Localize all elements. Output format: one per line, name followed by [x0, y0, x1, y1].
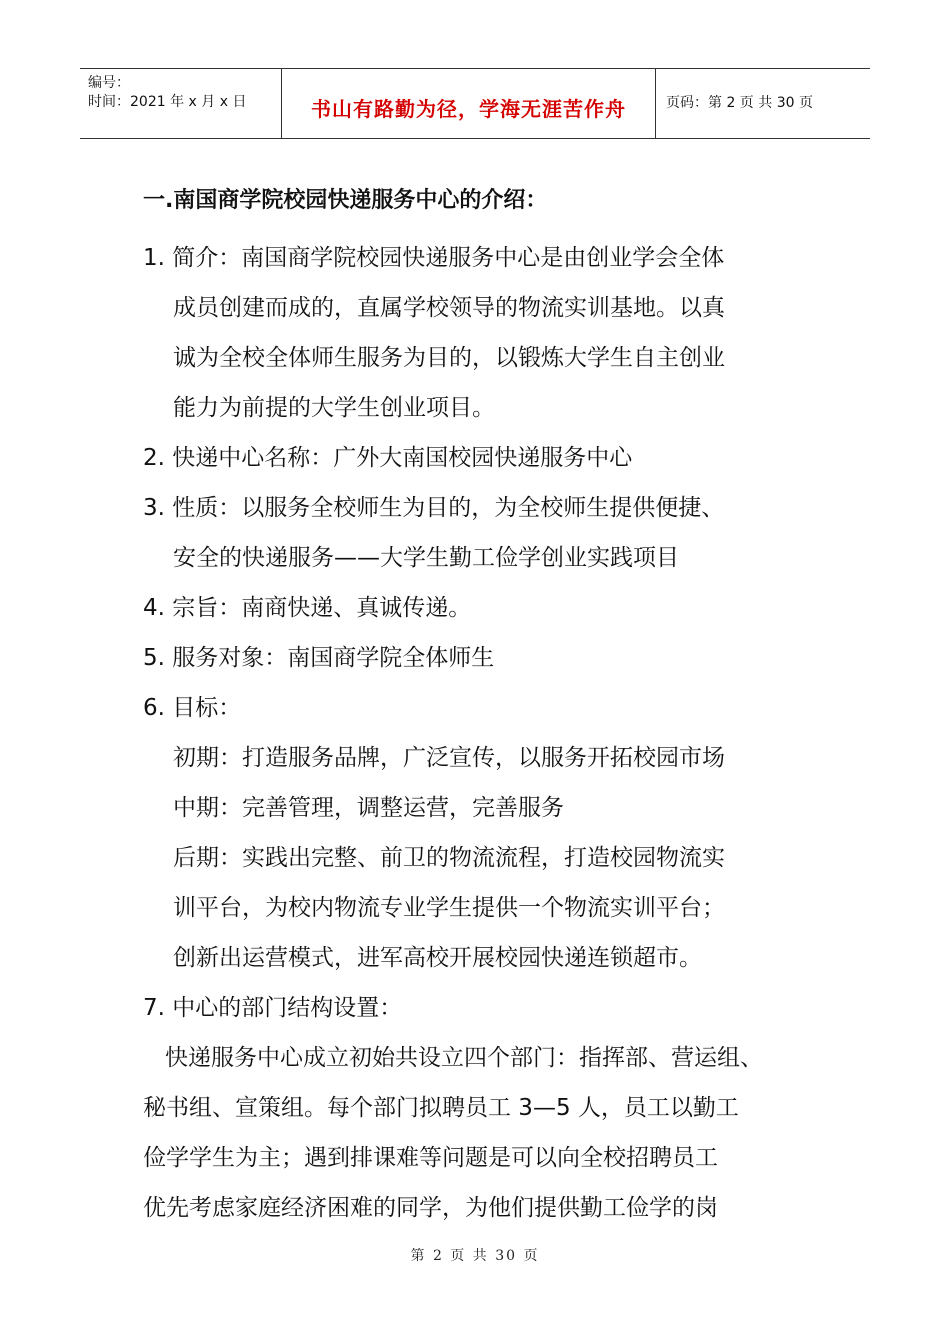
page-footer: 第 2 页 共 30 页 — [410, 1248, 540, 1264]
paragraph-line: 俭学学生为主；遇到排课难等问题是可以向全校招聘员工 — [143, 1145, 718, 1171]
paragraph-line: 中期：完善管理，调整运营，完善服务 — [173, 795, 564, 821]
paragraph-line: 7. 中心的部门结构设置： — [143, 995, 403, 1021]
header-right-cell — [656, 69, 870, 138]
paragraph-line: 4. 宗旨：南商快递、真诚传递。 — [143, 595, 472, 621]
section-title: 一.南国商学院校园快递服务中心的介绍： — [143, 188, 548, 213]
header-motto: 书山有路勤为径，学海无涯苦作舟 — [311, 97, 626, 121]
paragraph-line: 5. 服务对象：南国商学院全体师生 — [143, 645, 495, 671]
document-number: 编号： — [88, 75, 130, 91]
paragraph-line: 3. 性质：以服务全校师生为目的，为全校师生提供便捷、 — [143, 495, 725, 521]
paragraph-line: 后期：实践出完整、前卫的物流流程，打造校园物流实 — [173, 845, 725, 871]
paragraph-line: 秘书组、宣策组。每个部门拟聘员工 3—5 人，员工以勤工 — [143, 1095, 739, 1121]
paragraph-line: 成员创建而成的，直属学校领导的物流实训基地。以真 — [173, 295, 725, 321]
header-middle-cell — [281, 69, 656, 138]
paragraph-line: 训平台，为校内物流专业学生提供一个物流实训平台； — [173, 895, 725, 921]
header-left-cell — [80, 69, 281, 138]
paragraph-line: 能力为前提的大学生创业项目。 — [173, 395, 495, 421]
paragraph-line: 优先考虑家庭经济困难的同学，为他们提供勤工俭学的岗 — [143, 1195, 718, 1221]
paragraph-line: 6. 目标： — [143, 695, 242, 721]
header-page-number: 页码：第 2 页 共 30 页 — [666, 95, 813, 111]
paragraph-line: 创新出运营模式，进军高校开展校园快递连锁超市。 — [173, 945, 702, 971]
paragraph-line: 安全的快递服务——大学生勤工俭学创业实践项目 — [173, 545, 679, 571]
paragraph-line: 快递服务中心成立初始共设立四个部门：指挥部、营运组、 — [165, 1045, 763, 1071]
document-date: 时间：2021 年 x 月 x 日 — [88, 94, 247, 110]
paragraph-line: 2. 快递中心名称：广外大南国校园快递服务中心 — [143, 445, 633, 471]
paragraph-line: 1. 简介：南国商学院校园快递服务中心是由创业学会全体 — [143, 245, 725, 271]
paragraph-line: 初期：打造服务品牌，广泛宣传，以服务开拓校园市场 — [173, 745, 725, 771]
paragraph-line: 诚为全校全体师生服务为目的，以锻炼大学生自主创业 — [173, 345, 725, 371]
document-header — [80, 68, 870, 139]
